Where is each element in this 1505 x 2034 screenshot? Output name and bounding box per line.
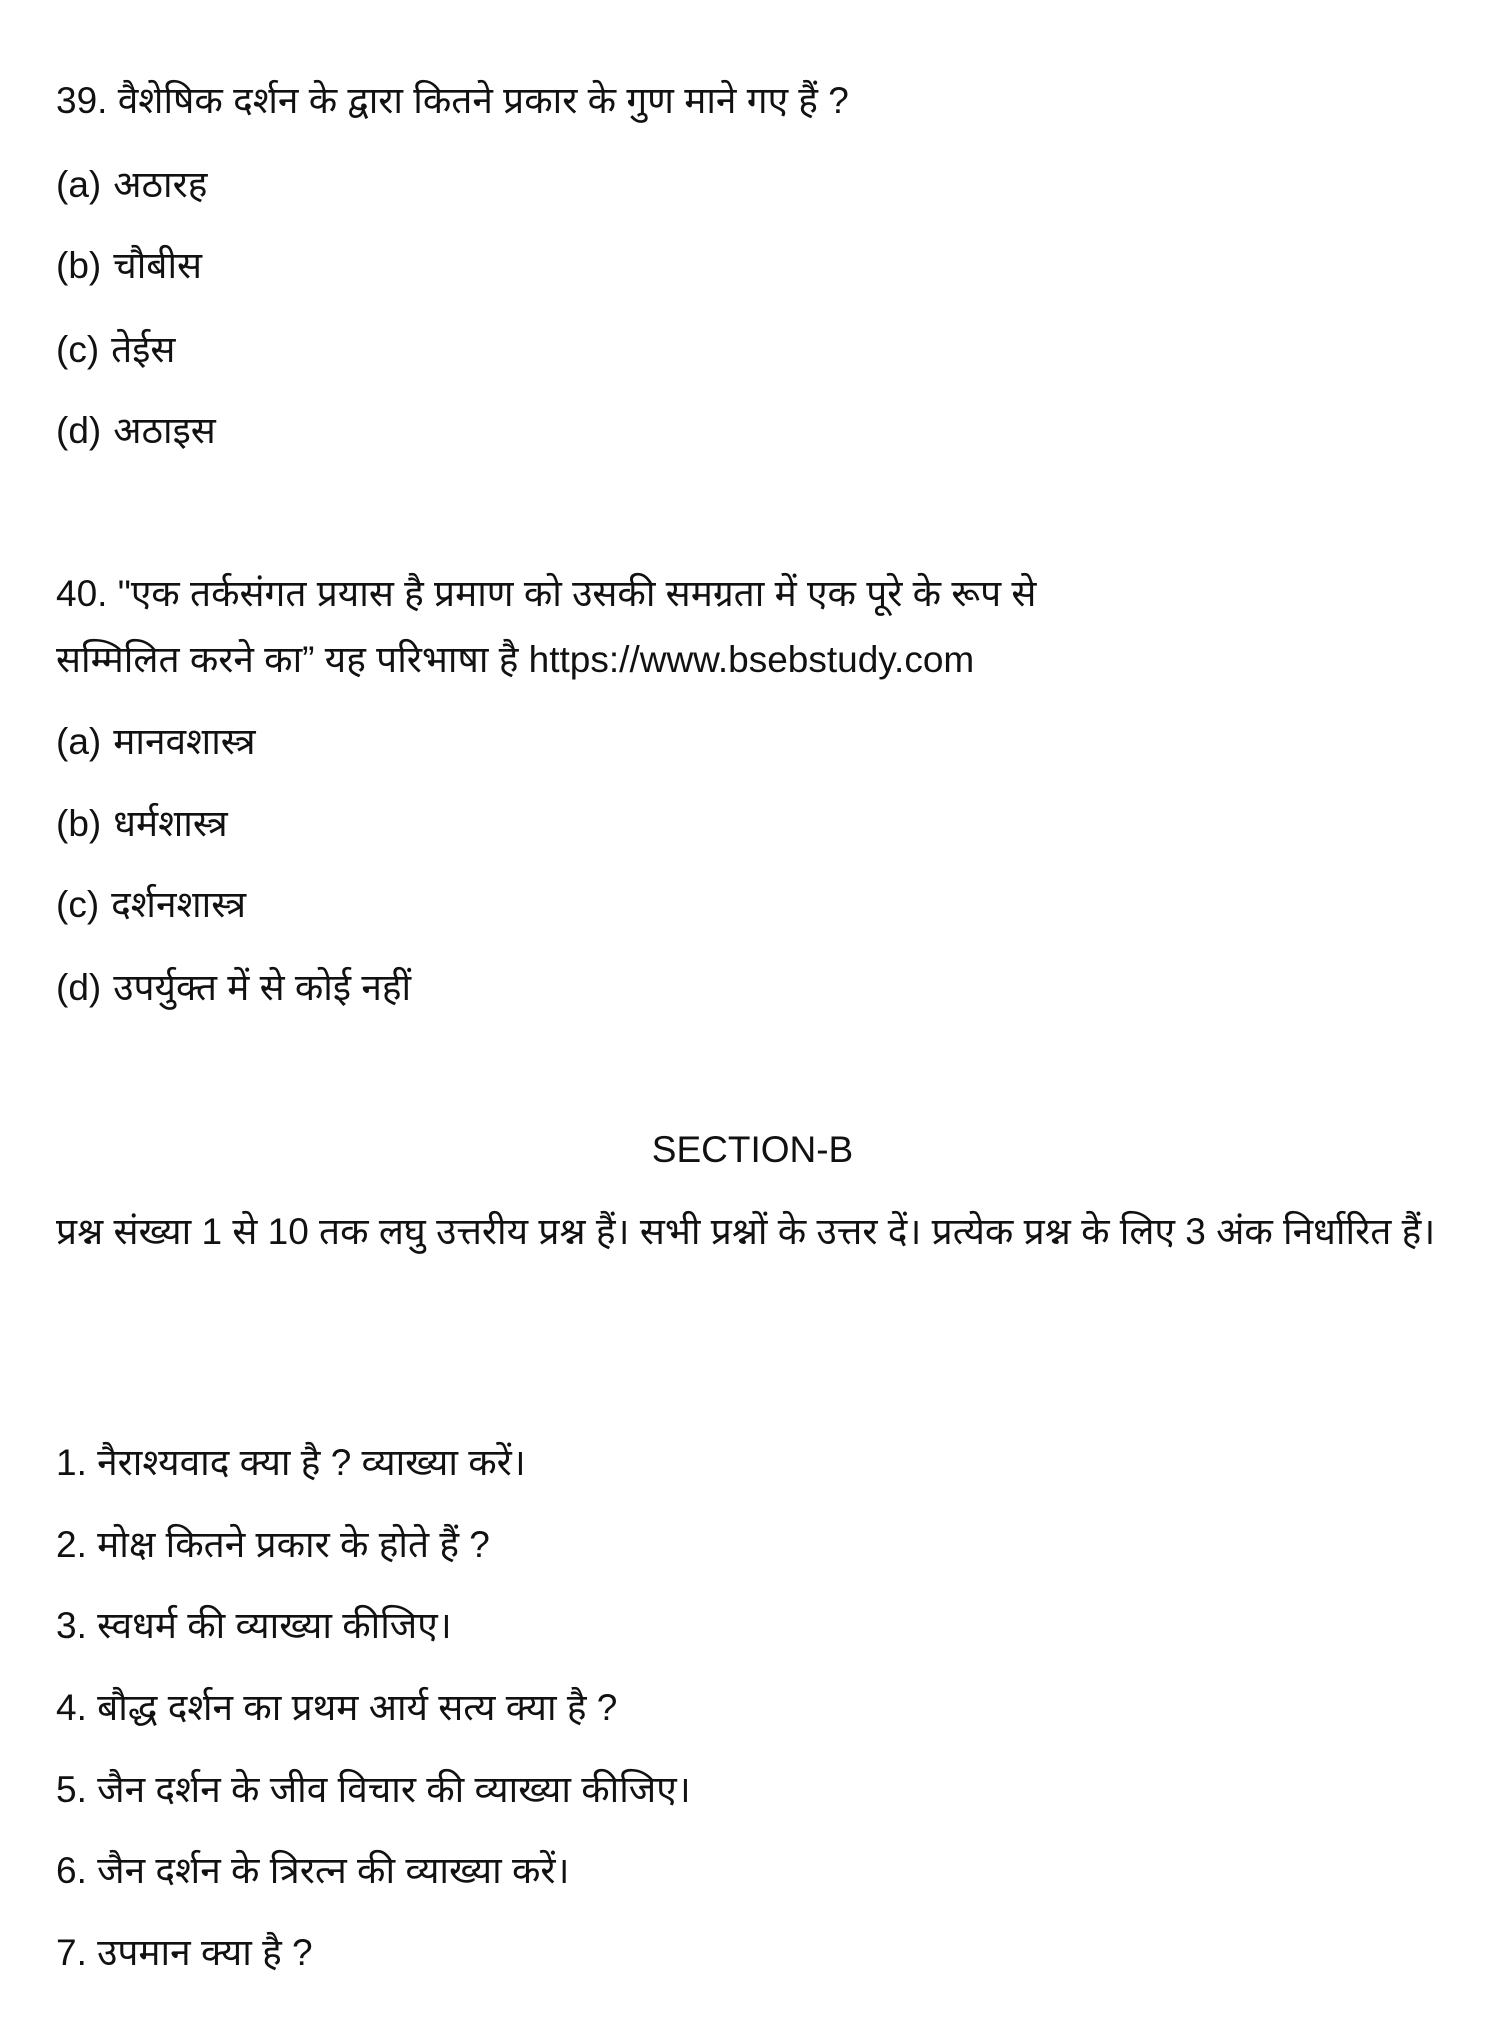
option-text: अठारह bbox=[113, 164, 208, 205]
option-a bbox=[56, 162, 207, 208]
short-question-5: 5. जैन दर्शन के जीव विचार की व्याख्या कीजिए। bbox=[56, 1769, 691, 1810]
option-label: (b) bbox=[56, 803, 102, 844]
option-label: (a) bbox=[56, 721, 102, 762]
option-c bbox=[56, 327, 175, 373]
option-b bbox=[56, 801, 228, 847]
option-text: चौबीस bbox=[113, 245, 203, 286]
option-label: (c) bbox=[56, 884, 100, 925]
option-d bbox=[56, 408, 216, 454]
question-text-line1: 40. "एक तर्कसंगत प्रयास है प्रमाण को उसकी समग्रता में एक पूरे के रूप से bbox=[56, 573, 1037, 614]
short-question-7: 7. उपमान क्या है ? bbox=[56, 1932, 313, 1973]
option-text: अठाइस bbox=[113, 410, 216, 451]
section-heading: SECTION-B bbox=[651, 1129, 854, 1170]
option-d bbox=[56, 965, 411, 1011]
section-instruction: प्रश्न संख्या 1 से 10 तक लघु उत्तरीय प्रश्न हैं। सभी प्रश्नों के उत्तर दें। प्रत्येक प्रश्न के लिए 3 अंक निर्धारित हैं। bbox=[56, 1211, 1436, 1252]
option-text: उपर्युक्त में से कोई नहीं bbox=[113, 967, 412, 1008]
question-text-line2: सम्मिलित करने का” यह परिभाषा है https://www.bsebstudy.com bbox=[56, 639, 975, 680]
short-question-1: 1. नैराश्यवाद क्या है ? व्याख्या करें। bbox=[56, 1442, 526, 1483]
short-question-4: 4. बौद्ध दर्शन का प्रथम आर्य सत्य क्या है ? bbox=[56, 1687, 618, 1728]
option-c bbox=[56, 882, 246, 928]
option-text: धर्मशास्त्र bbox=[113, 803, 228, 844]
option-label: (b) bbox=[56, 245, 102, 286]
option-label: (d) bbox=[56, 410, 102, 451]
option-label: (d) bbox=[56, 967, 102, 1008]
short-question-6: 6. जैन दर्शन के त्रिरत्न की व्याख्या करें। bbox=[56, 1850, 570, 1891]
option-label: (c) bbox=[56, 329, 100, 370]
short-question-3: 3. स्वधर्म की व्याख्या कीजिए। bbox=[56, 1605, 452, 1646]
option-text: दर्शनशास्त्र bbox=[111, 884, 247, 925]
option-b bbox=[56, 243, 202, 289]
option-text: मानवशास्त्र bbox=[113, 721, 256, 762]
option-text: तेईस bbox=[111, 329, 176, 370]
short-question-2: 2. मोक्ष कितने प्रकार के होते हैं ? bbox=[56, 1524, 490, 1565]
question-text: 39. वैशेषिक दर्शन के द्वारा कितने प्रकार के गुण माने गए हैं ? bbox=[56, 80, 849, 121]
option-label: (a) bbox=[56, 164, 102, 205]
option-a bbox=[56, 719, 256, 765]
